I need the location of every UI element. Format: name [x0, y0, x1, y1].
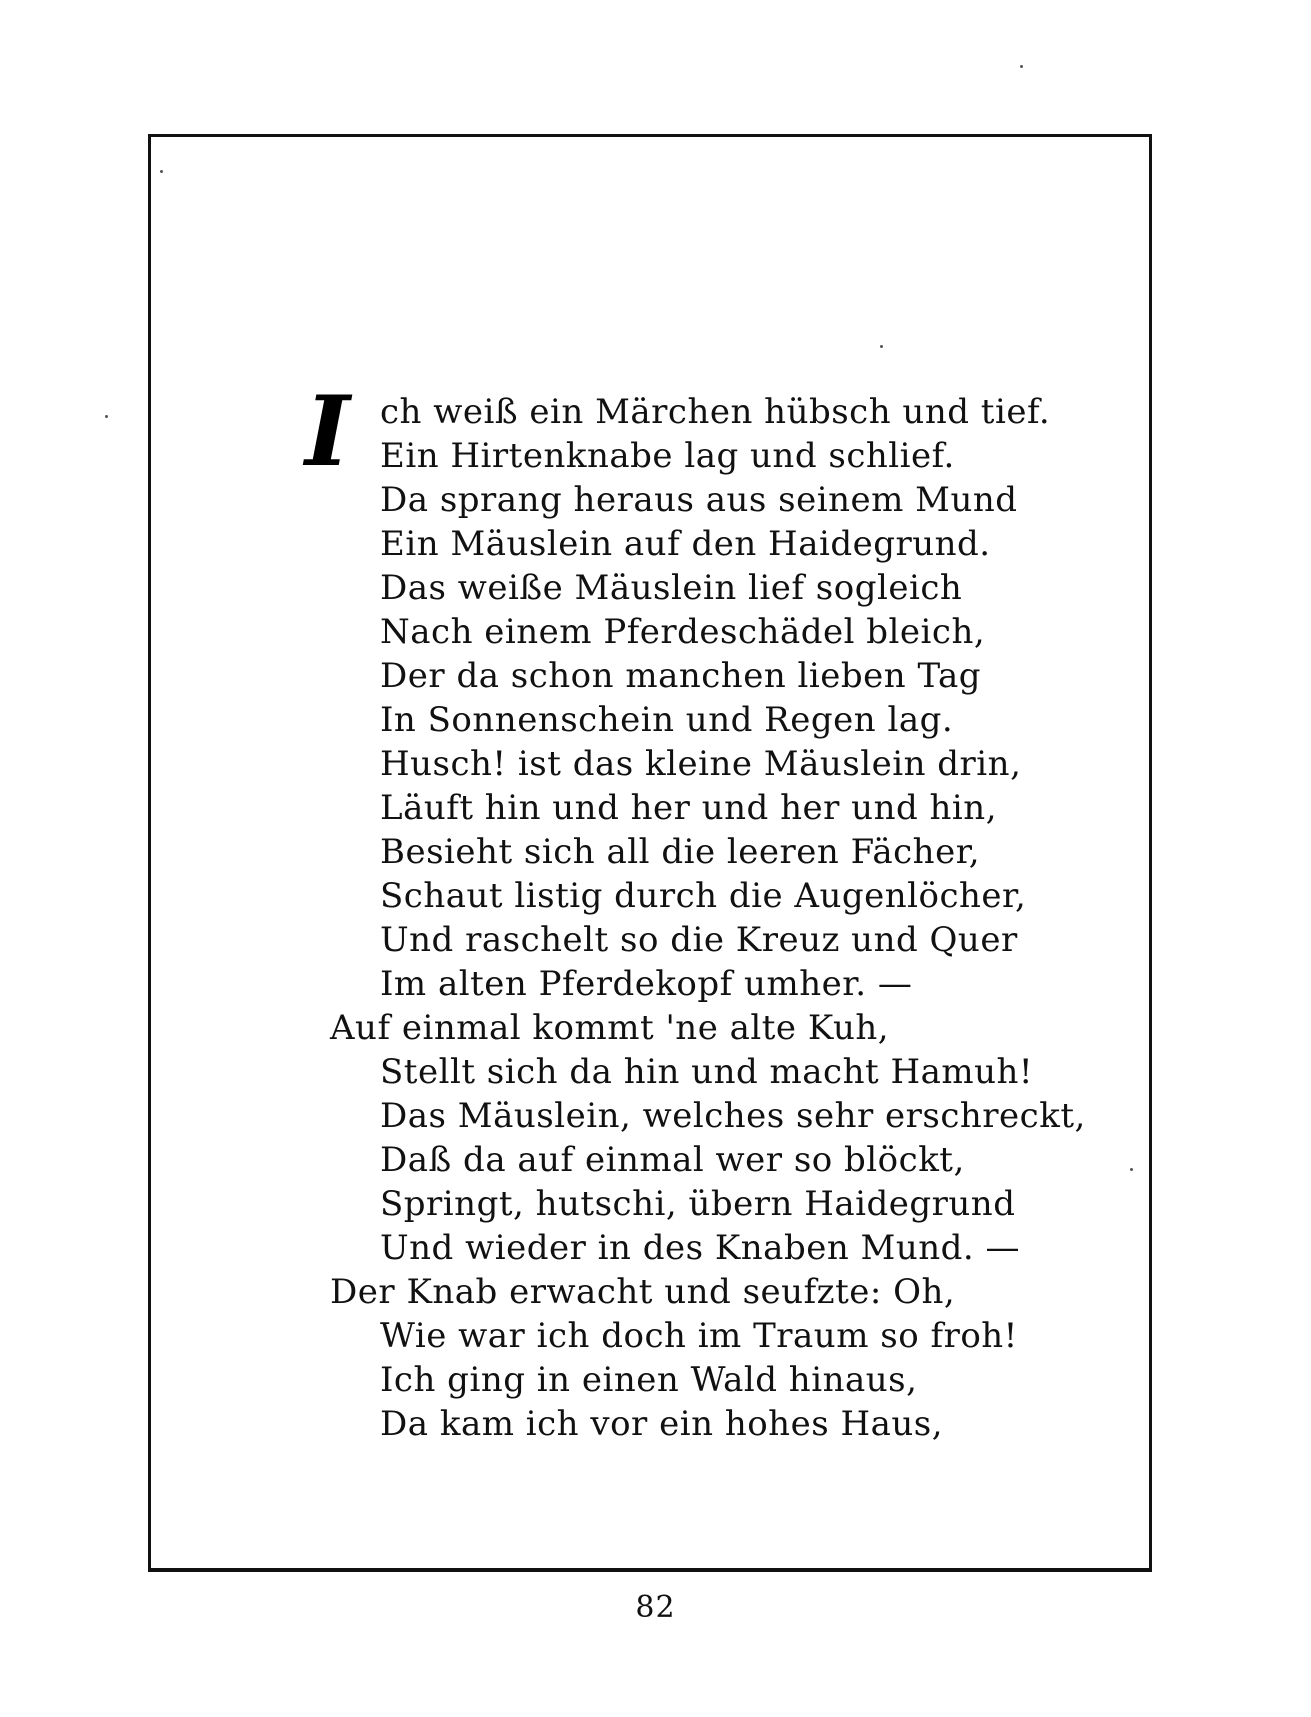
drop-cap-initial: I: [305, 375, 350, 488]
poem-line-8: In Sonnenschein und Regen lag.: [380, 700, 954, 740]
poem-line-23: Ich ging in einen Wald hinaus,: [380, 1360, 918, 1400]
poem-line-5: Das weiße Mäuslein lief sogleich: [380, 568, 963, 608]
poem-line-11: Besieht sich all die leeren Fächer,: [380, 832, 981, 872]
poem-line-21: Der Knab erwacht und seufzte: Oh,: [330, 1272, 956, 1312]
poem-line-24: Da kam ich vor ein hohes Haus,: [380, 1404, 944, 1444]
poem-line-10: Läuft hin und her und her und hin,: [380, 788, 998, 828]
poem-line-4: Ein Mäuslein auf den Haidegrund.: [380, 524, 991, 564]
poem-line-22: Wie war ich doch im Traum so froh!: [380, 1316, 1018, 1356]
scan-speck: [1020, 65, 1023, 68]
poem-line-2: Ein Hirtenknabe lag und schlief.: [380, 436, 955, 476]
poem-line-16: Stellt sich da hin und macht Hamuh!: [380, 1052, 1034, 1092]
poem-line-20: Und wieder in des Knaben Mund. —: [380, 1228, 1021, 1268]
scan-speck: [160, 170, 163, 173]
poem-line-3: Da sprang heraus aus seinem Mund: [380, 480, 1018, 520]
scan-speck: [880, 345, 883, 348]
poem-line-18: Daß da auf einmal wer so blöckt,: [380, 1140, 965, 1180]
poem-line-12: Schaut listig durch die Augenlöcher,: [380, 876, 1027, 916]
poem-line-7: Der da schon manchen lieben Tag: [380, 656, 982, 696]
poem-line-1: ch weiß ein Märchen hübsch und tief.: [380, 392, 1051, 432]
page-number: 82: [635, 1590, 676, 1625]
poem-line-17: Das Mäuslein, welches sehr erschreckt,: [380, 1096, 1086, 1136]
poem-line-13: Und raschelt so die Kreuz und Quer: [380, 920, 1018, 960]
poem-line-14: Im alten Pferdekopf umher. —: [380, 964, 913, 1004]
poem-line-9: Husch! ist das kleine Mäuslein drin,: [380, 744, 1022, 784]
scan-speck: [1130, 1168, 1133, 1171]
scan-speck: [105, 415, 108, 418]
poem-line-19: Springt, hutschi, übern Haidegrund: [380, 1184, 1016, 1224]
poem-line-6: Nach einem Pferdeschädel bleich,: [380, 612, 986, 652]
poem-line-15: Auf einmal kommt 'ne alte Kuh,: [330, 1008, 890, 1048]
